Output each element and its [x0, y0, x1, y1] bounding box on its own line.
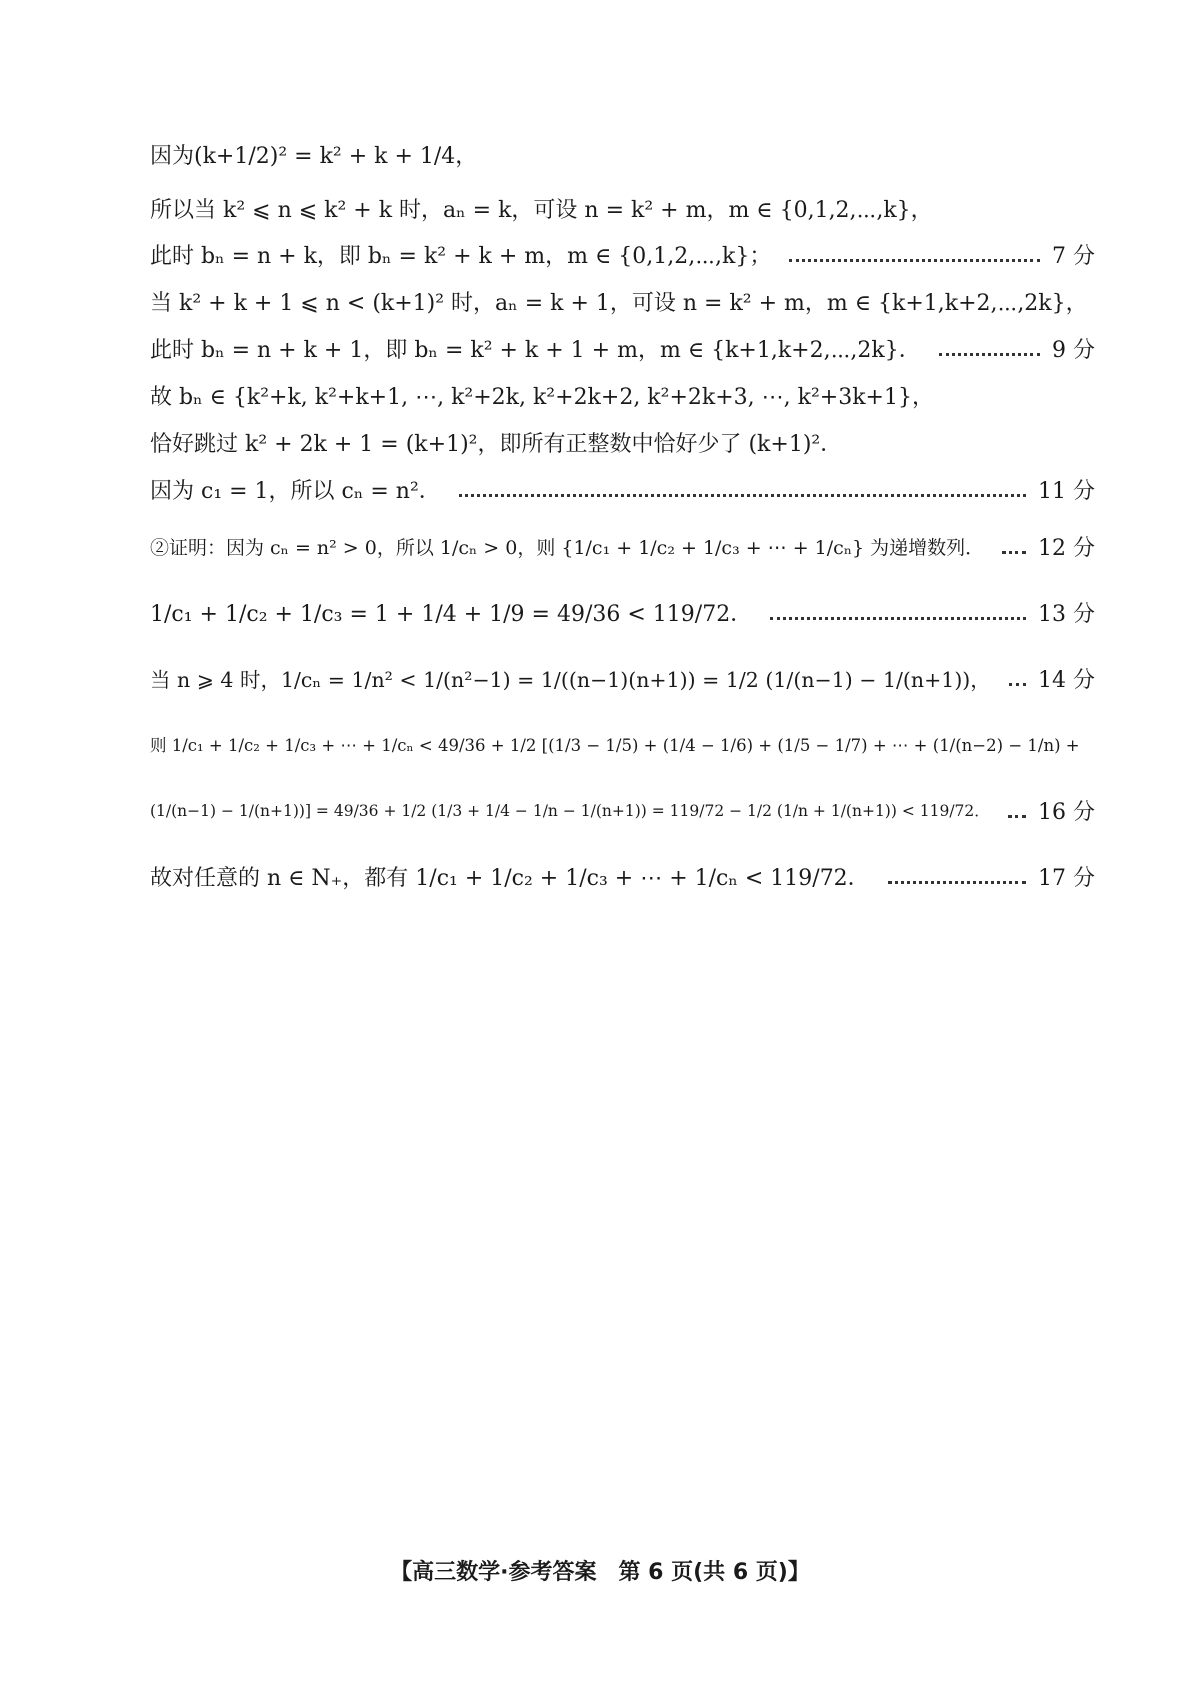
solution-line-9: [150, 518, 1095, 574]
line-text: 1/c₁ + 1/c₂ + 1/c₃ = 1 + 1/4 + 1/9 = 49/36 < 119/72．: [150, 601, 753, 627]
line-text: (1/(n−1) − 1/(n+1))] = 49/36 + 1/2 (1/3 + 1/4 − 1/n − 1/(n+1)) = 119/72 − 1/2 (1/n + 1/(n+1)) < 119/72．: [150, 802, 990, 820]
line-text: 故 bₙ ∈ {k²+k, k²+k+1, ⋯, k²+2k, k²+2k+2, k²+2k+3, ⋯, k²+3k+1}，: [150, 384, 934, 410]
score-label: 13 分: [1038, 601, 1095, 627]
score-label: 7 分: [1052, 243, 1095, 269]
dot-leader: [789, 259, 1040, 262]
dot-leader: [888, 881, 1026, 884]
line-text: ②证明：因为 cₙ = n² > 0，所以 1/cₙ > 0，则 {1/c₁ + 1/c₂ + 1/c₃ + ⋯ + 1/cₙ} 为递增数列．: [150, 536, 985, 559]
line-text: 因为(k+1/2)² = k² + k + 1/4，: [150, 143, 478, 169]
solution-line-10: [150, 584, 1095, 640]
line-text: 此时 bₙ = n + k + 1，即 bₙ = k² + k + 1 + m，m ∈ {k+1,k+2,⋯,2k}．: [150, 337, 921, 363]
line-text: 此时 bₙ = n + k，即 bₙ = k² + k + m，m ∈ {0,1,2,⋯,k}；: [150, 243, 772, 269]
score-label: 14 分: [1038, 667, 1095, 693]
line-text: 恰好跳过 k² + 2k + 1 = (k+1)²，即所有正整数中恰好少了 (k+1)²．: [150, 431, 843, 457]
score-label: 17 分: [1038, 865, 1095, 891]
line-text: 当 n ⩾ 4 时，1/cₙ = 1/n² < 1/(n²−1) = 1/((n−1)(n+1)) = 1/2 (1/(n−1) − 1/(n+1))，: [150, 668, 991, 692]
dot-leader: [1002, 551, 1026, 554]
dot-leader: [1008, 815, 1026, 818]
solution-line-1: [150, 126, 1095, 182]
line-text: 则 1/c₁ + 1/c₂ + 1/c₃ + ⋯ + 1/cₙ < 49/36 + 1/2 [(1/3 − 1/5) + (1/4 − 1/6) + (1/5 − 1/7) + ⋯ + (1/(n−2) − 1/n) +: [150, 736, 1080, 755]
score-label: 16 分: [1038, 799, 1095, 825]
dot-leader: [459, 494, 1026, 497]
dot-leader: [1009, 683, 1026, 686]
score-label: 11 分: [1038, 478, 1095, 504]
line-text: 因为 c₁ = 1，所以 cₙ = n²．: [150, 478, 441, 504]
solution-line-12: [150, 716, 1095, 772]
score-label: 9 分: [1052, 337, 1095, 363]
line-text: 故对任意的 n ∈ N₊，都有 1/c₁ + 1/c₂ + 1/c₃ + ⋯ + 1/cₙ < 119/72．: [150, 865, 870, 891]
line-text: 当 k² + k + 1 ⩽ n < (k+1)² 时，aₙ = k + 1，可设 n = k² + m，m ∈ {k+1,k+2,⋯,2k}，: [150, 290, 1088, 316]
solution-line-11: [150, 650, 1095, 706]
solution-line-8: [150, 461, 1095, 517]
score-label: 12 分: [1038, 535, 1095, 561]
page-footer: 【高三数学·参考答案 第 6 页(共 6 页)】: [390, 1560, 810, 1585]
dot-leader: [939, 353, 1040, 356]
solution-line-14: [150, 848, 1095, 904]
line-text: 所以当 k² ⩽ n ⩽ k² + k 时，aₙ = k，可设 n = k² + m，m ∈ {0,1,2,⋯,k}，: [150, 197, 933, 223]
solution-line-13: [150, 782, 1095, 838]
dot-leader: [770, 617, 1026, 620]
